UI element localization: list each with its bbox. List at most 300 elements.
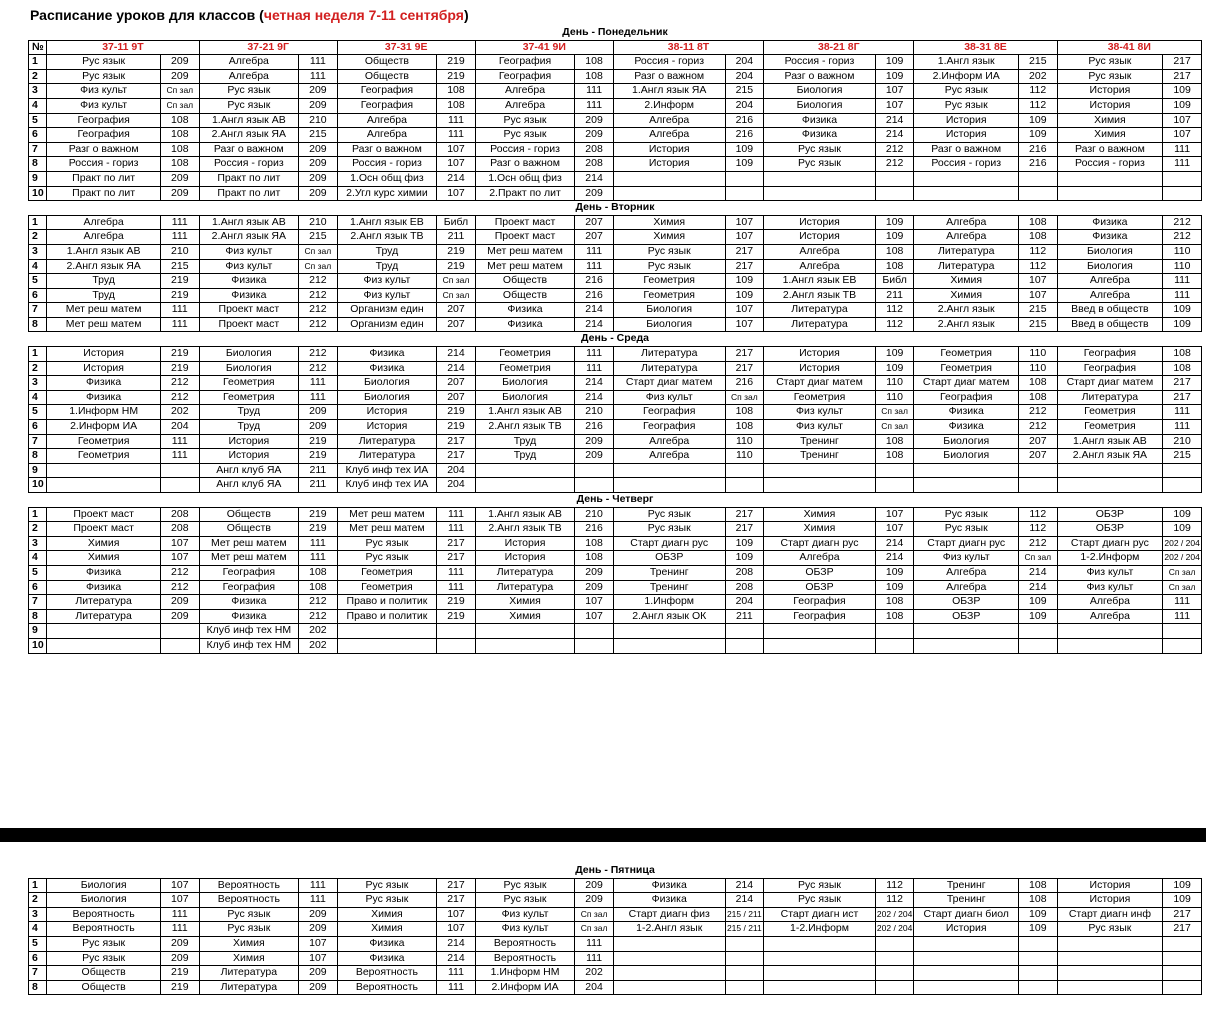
lesson-row	[29, 113, 1202, 128]
room-cell: Сп зал	[875, 405, 914, 420]
room-cell: 214	[575, 390, 614, 405]
room-cell: 111	[1163, 405, 1202, 420]
room-cell	[1019, 624, 1058, 639]
subject-cell	[613, 171, 725, 186]
day-heading-row	[29, 26, 1202, 40]
lesson-row	[29, 69, 1202, 84]
room-cell: 109	[875, 347, 914, 362]
lesson-number: 7	[29, 142, 47, 157]
lesson-number: 7	[29, 303, 47, 318]
subject-cell: Физ культ	[475, 922, 575, 937]
subject-cell: Введ в обществ	[1057, 303, 1163, 318]
room-cell: 214	[875, 128, 914, 143]
class-header: 37-31 9Е	[337, 40, 475, 55]
room-cell: Сп зал	[575, 907, 614, 922]
lesson-number: 5	[29, 113, 47, 128]
room-cell: 211	[725, 609, 764, 624]
room-cell: 107	[875, 507, 914, 522]
room-cell	[725, 966, 764, 981]
lesson-number: 7	[29, 434, 47, 449]
room-cell: 107	[725, 230, 764, 245]
subject-cell	[914, 966, 1019, 981]
subject-cell: ОБЗР	[914, 595, 1019, 610]
room-cell: 219	[161, 274, 200, 289]
subject-cell	[764, 624, 876, 639]
subject-cell: Биология	[914, 449, 1019, 464]
room-cell: 209	[299, 907, 338, 922]
subject-cell: Проект маст	[475, 215, 575, 230]
room-cell: 217	[1163, 390, 1202, 405]
lesson-row	[29, 522, 1202, 537]
title-close: )	[463, 7, 469, 23]
subject-cell	[914, 171, 1019, 186]
room-cell: 110	[875, 390, 914, 405]
subject-cell	[1057, 638, 1163, 653]
subject-cell: 1.Англ язык АВ	[1057, 434, 1163, 449]
room-cell: 112	[1019, 522, 1058, 537]
subject-cell: Практ по лит	[199, 171, 299, 186]
subject-cell	[1057, 171, 1163, 186]
subject-cell: Рус язык	[914, 522, 1019, 537]
room-cell: 212	[299, 303, 338, 318]
subject-cell	[47, 463, 161, 478]
subject-cell: Химия	[475, 609, 575, 624]
room-cell: 219	[299, 449, 338, 464]
subject-cell: Разг о важном	[914, 142, 1019, 157]
subject-cell: Биология	[1057, 259, 1163, 274]
page-separator	[0, 828, 1206, 842]
room-cell: 208	[161, 507, 200, 522]
room-cell: 219	[161, 980, 200, 995]
subject-cell: Разг о важном	[1057, 142, 1163, 157]
subject-cell: Разг о важном	[475, 157, 575, 172]
room-cell: 216	[1019, 157, 1058, 172]
subject-cell: Проект маст	[47, 507, 161, 522]
lesson-row	[29, 186, 1202, 201]
subject-cell: Вероятность	[47, 922, 161, 937]
subject-cell: 1.Англ язык ЕВ	[764, 274, 876, 289]
subject-cell: Литература	[764, 317, 876, 332]
subject-cell	[337, 624, 437, 639]
room-cell: 219	[437, 609, 476, 624]
subject-cell: 2.Информ	[613, 98, 725, 113]
subject-cell: Проект маст	[199, 303, 299, 318]
subject-cell: Обществ	[199, 522, 299, 537]
lesson-row	[29, 551, 1202, 566]
room-cell: 214	[437, 951, 476, 966]
lesson-row	[29, 142, 1202, 157]
subject-cell: ОБЗР	[613, 551, 725, 566]
room-cell	[875, 966, 914, 981]
subject-cell: Разг о важном	[199, 142, 299, 157]
subject-cell: Литература	[1057, 390, 1163, 405]
room-cell: 204	[437, 463, 476, 478]
lesson-row	[29, 128, 1202, 143]
subject-cell: Алгебра	[764, 259, 876, 274]
subject-cell: Организм един	[337, 317, 437, 332]
subject-cell: Физ культ	[1057, 565, 1163, 580]
subject-cell: География	[475, 69, 575, 84]
lesson-row	[29, 434, 1202, 449]
room-cell: 108	[1019, 878, 1058, 893]
room-cell: 109	[725, 157, 764, 172]
subject-cell	[613, 638, 725, 653]
room-cell: 111	[1163, 609, 1202, 624]
room-cell: 108	[875, 434, 914, 449]
room-cell: 209	[161, 55, 200, 70]
room-cell: 111	[299, 893, 338, 908]
lesson-number: 3	[29, 244, 47, 259]
room-cell: 111	[437, 580, 476, 595]
room-cell	[725, 624, 764, 639]
subject-cell: 1.Осн общ физ	[337, 171, 437, 186]
subject-cell: Рус язык	[47, 936, 161, 951]
room-cell: 107	[437, 907, 476, 922]
lesson-number: 5	[29, 565, 47, 580]
room-cell: 219	[437, 244, 476, 259]
room-cell: 109	[875, 565, 914, 580]
room-cell: 111	[161, 230, 200, 245]
room-cell: 211	[437, 230, 476, 245]
room-cell: 214	[875, 536, 914, 551]
subject-cell: Россия - гориз	[764, 55, 876, 70]
room-cell: 109	[875, 55, 914, 70]
room-cell: 210	[299, 215, 338, 230]
lesson-number: 5	[29, 274, 47, 289]
lesson-number: 10	[29, 186, 47, 201]
lesson-row	[29, 878, 1202, 893]
room-cell: 217	[1163, 907, 1202, 922]
room-cell: 111	[161, 922, 200, 937]
subject-cell: Тренинг	[914, 878, 1019, 893]
room-cell: 108	[575, 551, 614, 566]
room-cell: 111	[575, 936, 614, 951]
subject-cell: Алгебра	[475, 98, 575, 113]
subject-cell: Химия	[1057, 113, 1163, 128]
room-cell: 108	[875, 244, 914, 259]
room-cell: 107	[1163, 128, 1202, 143]
subject-cell: Вероятность	[199, 878, 299, 893]
room-cell	[875, 980, 914, 995]
subject-cell: Геометрия	[475, 361, 575, 376]
subject-cell: Рус язык	[1057, 55, 1163, 70]
subject-cell: Алгебра	[337, 128, 437, 143]
subject-cell: Геометрия	[1057, 420, 1163, 435]
room-cell	[575, 638, 614, 653]
subject-cell: Физ культ	[199, 244, 299, 259]
subject-cell: Физ культ	[764, 420, 876, 435]
room-cell: 108	[1163, 361, 1202, 376]
subject-cell	[764, 980, 876, 995]
room-cell: 217	[725, 259, 764, 274]
subject-cell: Проект маст	[199, 317, 299, 332]
subject-cell: Биология	[199, 347, 299, 362]
room-cell: 108	[1163, 347, 1202, 362]
room-cell: 209	[161, 69, 200, 84]
room-cell	[875, 463, 914, 478]
room-cell: 209	[161, 186, 200, 201]
room-cell	[725, 186, 764, 201]
subject-cell: Литература	[47, 609, 161, 624]
subject-cell	[764, 936, 876, 951]
room-cell: 111	[299, 376, 338, 391]
subject-cell: Обществ	[47, 966, 161, 981]
subject-cell: Тренинг	[613, 565, 725, 580]
room-cell: 216	[725, 376, 764, 391]
room-cell: 112	[875, 317, 914, 332]
room-cell: 111	[437, 565, 476, 580]
room-cell: 111	[299, 390, 338, 405]
subject-cell: Физика	[1057, 215, 1163, 230]
subject-cell: Химия	[47, 536, 161, 551]
subject-cell: 1-2.Информ	[764, 922, 876, 937]
subject-cell: География	[914, 390, 1019, 405]
class-header: 38-21 8Г	[764, 40, 914, 55]
room-cell: 214	[1019, 580, 1058, 595]
day-heading-row	[29, 864, 1202, 878]
room-cell: 107	[299, 951, 338, 966]
room-cell: 215	[1163, 449, 1202, 464]
subject-cell: Физика	[199, 609, 299, 624]
room-cell: 107	[161, 878, 200, 893]
lesson-row	[29, 317, 1202, 332]
lesson-row	[29, 922, 1202, 937]
room-cell: 108	[1019, 230, 1058, 245]
room-cell: 109	[875, 230, 914, 245]
subject-cell: Алгебра	[914, 580, 1019, 595]
subject-cell: Старт диагн физ	[613, 907, 725, 922]
room-cell: 214	[437, 171, 476, 186]
room-cell: 214	[437, 361, 476, 376]
room-cell: 214	[575, 171, 614, 186]
subject-cell: Физика	[199, 595, 299, 610]
room-cell: 214	[575, 376, 614, 391]
subject-cell: Вероятность	[337, 980, 437, 995]
room-cell: 108	[575, 536, 614, 551]
room-cell: 212	[1163, 230, 1202, 245]
day-heading: День - Понедельник	[562, 26, 668, 38]
room-cell: 219	[161, 288, 200, 303]
lesson-number: 7	[29, 595, 47, 610]
lesson-row	[29, 966, 1202, 981]
room-cell: 202 / 204	[875, 922, 914, 937]
subject-cell: История	[47, 347, 161, 362]
schedule-sheet-page-2	[0, 842, 1206, 1011]
room-cell: 209	[575, 128, 614, 143]
subject-cell: Геометрия	[475, 347, 575, 362]
room-cell: 207	[575, 230, 614, 245]
room-cell: 209	[299, 142, 338, 157]
subject-cell: Вероятность	[475, 951, 575, 966]
subject-cell: Вероятность	[199, 893, 299, 908]
class-header: 38-11 8Т	[613, 40, 763, 55]
room-cell	[575, 624, 614, 639]
subject-cell: Литература	[199, 966, 299, 981]
subject-cell: История	[764, 215, 876, 230]
class-header-row	[29, 40, 1202, 55]
room-cell: 219	[437, 259, 476, 274]
room-cell: 212	[1019, 420, 1058, 435]
room-cell: 109	[725, 551, 764, 566]
room-cell	[575, 463, 614, 478]
room-cell	[875, 478, 914, 493]
subject-cell: Проект маст	[47, 522, 161, 537]
subject-cell: Химия	[613, 215, 725, 230]
subject-cell: Биология	[764, 98, 876, 113]
subject-cell: Алгебра	[1057, 274, 1163, 289]
room-cell: 107	[437, 142, 476, 157]
subject-cell: История	[914, 128, 1019, 143]
room-cell: Сп зал	[437, 288, 476, 303]
room-cell	[1163, 186, 1202, 201]
subject-cell: Старт диаг матем	[764, 376, 876, 391]
subject-cell: Алгебра	[914, 565, 1019, 580]
lesson-row	[29, 893, 1202, 908]
subject-cell: Труд	[47, 274, 161, 289]
subject-cell: Англ клуб ЯА	[199, 478, 299, 493]
room-cell	[437, 624, 476, 639]
subject-cell: Биология	[475, 390, 575, 405]
subject-cell: Литература	[613, 361, 725, 376]
subject-cell	[47, 478, 161, 493]
subject-cell: Химия	[914, 288, 1019, 303]
lesson-number: 1	[29, 347, 47, 362]
room-cell: 111	[575, 244, 614, 259]
subject-cell: Физика	[337, 936, 437, 951]
room-cell	[1019, 936, 1058, 951]
room-cell: 212	[875, 142, 914, 157]
lesson-number: 1	[29, 55, 47, 70]
lesson-row	[29, 907, 1202, 922]
subject-cell: Россия - гориз	[47, 157, 161, 172]
room-cell: 111	[1163, 274, 1202, 289]
subject-cell: История	[764, 230, 876, 245]
room-cell: 212	[299, 347, 338, 362]
room-cell: 107	[437, 157, 476, 172]
lesson-row	[29, 288, 1202, 303]
schedule-table-fri	[28, 864, 1202, 995]
room-cell: 214	[725, 878, 764, 893]
subject-cell: Биология	[914, 434, 1019, 449]
room-cell: 112	[875, 893, 914, 908]
room-cell: 208	[575, 157, 614, 172]
room-cell: 109	[875, 580, 914, 595]
room-cell: 111	[299, 55, 338, 70]
subject-cell	[613, 980, 725, 995]
subject-cell: 2.Угл курс химии	[337, 186, 437, 201]
room-cell: 217	[1163, 69, 1202, 84]
subject-cell: 2.Информ ИА	[47, 420, 161, 435]
lesson-number: 10	[29, 478, 47, 493]
room-cell: Сп зал	[1019, 551, 1058, 566]
room-cell: 109	[1019, 907, 1058, 922]
room-cell: 108	[875, 449, 914, 464]
room-cell: 109	[1163, 303, 1202, 318]
room-cell: 217	[1163, 922, 1202, 937]
class-header: 37-21 9Г	[199, 40, 337, 55]
room-cell: 210	[299, 113, 338, 128]
room-cell: 211	[299, 463, 338, 478]
room-cell: 215	[299, 230, 338, 245]
room-cell: 212	[299, 595, 338, 610]
subject-cell: Физика	[914, 420, 1019, 435]
room-cell: 219	[437, 420, 476, 435]
subject-cell: Алгебра	[613, 113, 725, 128]
subject-cell: Право и политик	[337, 609, 437, 624]
subject-cell: Мет реш матем	[199, 551, 299, 566]
subject-cell: Литература	[613, 347, 725, 362]
room-cell: 215 / 211	[725, 922, 764, 937]
room-cell: 111	[1163, 420, 1202, 435]
room-cell: 109	[875, 215, 914, 230]
subject-cell: Рус язык	[475, 893, 575, 908]
subject-cell: ОБЗР	[1057, 522, 1163, 537]
subject-cell: Тренинг	[764, 449, 876, 464]
subject-cell	[475, 638, 575, 653]
room-cell: 111	[299, 536, 338, 551]
room-cell: 111	[437, 966, 476, 981]
room-cell: 216	[1019, 142, 1058, 157]
day-heading: День - Четверг	[576, 493, 654, 505]
room-cell: Библ	[875, 274, 914, 289]
room-cell: 207	[437, 376, 476, 391]
lesson-number: 1	[29, 878, 47, 893]
class-header: 38-31 8Е	[914, 40, 1057, 55]
subject-cell: Рус язык	[914, 507, 1019, 522]
subject-cell: Рус язык	[47, 55, 161, 70]
room-cell: 212	[299, 361, 338, 376]
subject-cell: История	[914, 922, 1019, 937]
room-cell: 107	[575, 595, 614, 610]
subject-cell: 1-2.Информ	[1057, 551, 1163, 566]
room-cell: Сп зал	[161, 84, 200, 99]
subject-cell: Россия - гориз	[337, 157, 437, 172]
lesson-number: 4	[29, 259, 47, 274]
subject-cell	[47, 638, 161, 653]
subject-cell: Химия	[47, 551, 161, 566]
room-cell: 219	[437, 595, 476, 610]
room-cell	[725, 951, 764, 966]
room-cell: 109	[1163, 84, 1202, 99]
subject-cell: Алгебра	[914, 215, 1019, 230]
title-main: Расписание уроков для классов (	[30, 7, 264, 23]
subject-cell: 1.Информ	[613, 595, 725, 610]
room-cell: 214	[575, 317, 614, 332]
subject-cell: География	[47, 128, 161, 143]
subject-cell	[764, 186, 876, 201]
room-cell: 210	[575, 507, 614, 522]
subject-cell: Литература	[914, 259, 1019, 274]
subject-cell	[914, 638, 1019, 653]
room-cell: 209	[575, 580, 614, 595]
room-cell: 216	[725, 113, 764, 128]
room-cell: 209	[575, 434, 614, 449]
subject-cell: 1.Англ язык ЯА	[613, 84, 725, 99]
subject-cell: География	[764, 595, 876, 610]
lesson-number: 1	[29, 215, 47, 230]
subject-cell: Труд	[475, 449, 575, 464]
room-cell: 209	[299, 98, 338, 113]
room-cell: 214	[437, 936, 476, 951]
subject-cell: 1.Осн общ физ	[475, 171, 575, 186]
lesson-number: 6	[29, 128, 47, 143]
room-cell: 107	[1019, 274, 1058, 289]
room-cell: 209	[161, 595, 200, 610]
subject-cell: Химия	[764, 522, 876, 537]
subject-cell: Россия - гориз	[914, 157, 1019, 172]
room-cell: 217	[725, 347, 764, 362]
room-cell: 107	[161, 551, 200, 566]
